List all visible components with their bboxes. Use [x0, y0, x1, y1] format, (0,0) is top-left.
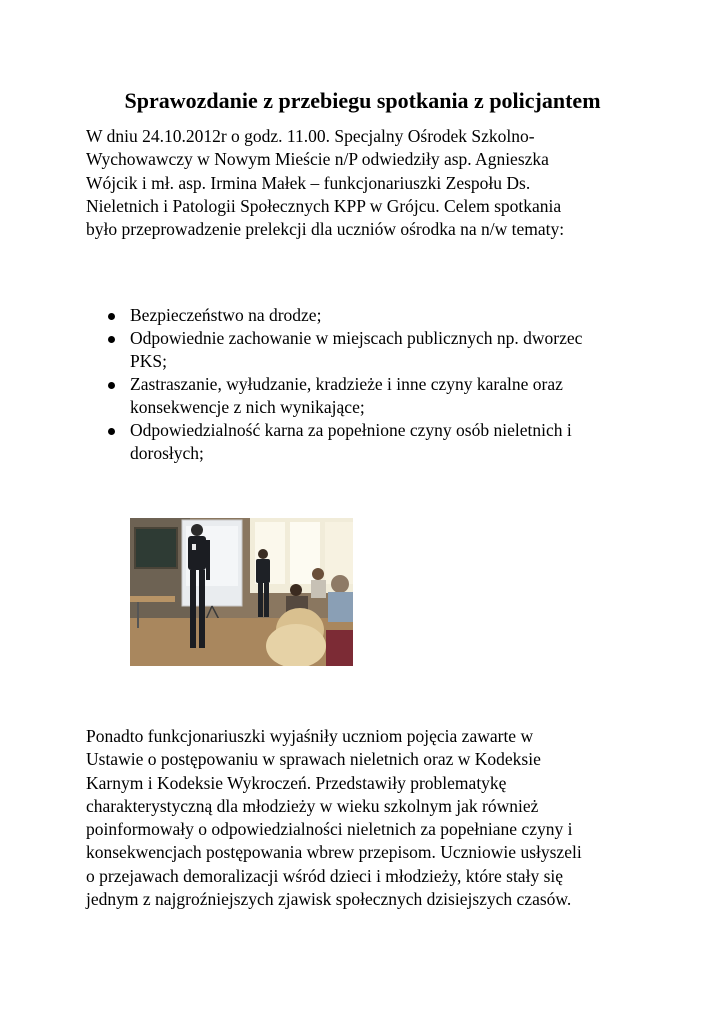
list-item-text: Bezpieczeństwo na drodze; [130, 305, 322, 325]
list-item [108, 373, 648, 419]
list-item [108, 327, 648, 373]
outro-line: konsekwencjach postępowania wbrew przepisom. Uczniowie usłyszeli [86, 842, 582, 863]
bullet-icon [108, 428, 115, 435]
outro-line: Ponadto funkcjonariuszki wyjaśniły uczniom pojęcia zawarte w [86, 726, 534, 746]
outro-line: poinformowały o odpowiedzialności nieletnich za popełniane czyny i [86, 819, 573, 840]
bullet-icon [108, 382, 115, 389]
list-item-text: Odpowiednie zachowanie w miejscach publicznych np. dworzec [130, 328, 583, 348]
classroom-photo-illustration [130, 518, 353, 666]
intro-line: było przeprowadzenie prelekcji dla uczniów ośrodka na n/w tematy: [86, 219, 565, 240]
list-item-text: Zastraszanie, wyłudzanie, kradzieże i inne czyny karalne oraz [130, 374, 563, 394]
outro-line: Karnym i Kodeksie Wykroczeń. Przedstawiły problematykę [86, 772, 507, 793]
list-item-text: dorosłych; [130, 443, 204, 463]
outro-line: jednym z najgroźniejszych zjawisk społecznych dzisiejszych czasów. [86, 889, 572, 910]
meeting-photo [130, 518, 353, 666]
list-item [108, 419, 648, 465]
outro-line: o przejawach demoralizacji wśród dzieci i młodzieży, które stały się [86, 865, 564, 886]
intro-line: Nieletnich i Patologii Społecznych KPP w Grójcu. Celem spotkania [86, 195, 562, 216]
closing-paragraph [86, 725, 656, 911]
bullet-icon [108, 313, 115, 320]
intro-line: Wychowawczy w Nowym Mieście n/P odwiedziły asp. Agnieszka [86, 149, 549, 170]
list-item-text: konsekwencje z nich wynikające; [130, 397, 365, 417]
intro-line: W dniu 24.10.2012r o godz. 11.00. Specjalny Ośrodek Szkolno- [86, 126, 535, 146]
page-title: Sprawozdanie z przebiegu spotkania z policjantem [124, 88, 601, 113]
list-item [108, 304, 648, 327]
outro-line: charakterystyczną dla młodzieży w wieku szkolnym jak również [86, 795, 539, 816]
intro-line: Wójcik i mł. asp. Irmina Małek – funkcjonariuszki Zespołu Ds. [86, 172, 531, 193]
bullet-icon [108, 336, 115, 343]
outro-line: Ustawie o postępowaniu w sprawach nieletnich oraz w Kodeksie [86, 749, 541, 770]
list-item-text: PKS; [130, 351, 167, 371]
intro-paragraph [86, 125, 646, 241]
list-item-text: Odpowiedzialność karna za popełnione czyny osób nieletnich i [130, 420, 572, 440]
topics-list [108, 304, 648, 465]
